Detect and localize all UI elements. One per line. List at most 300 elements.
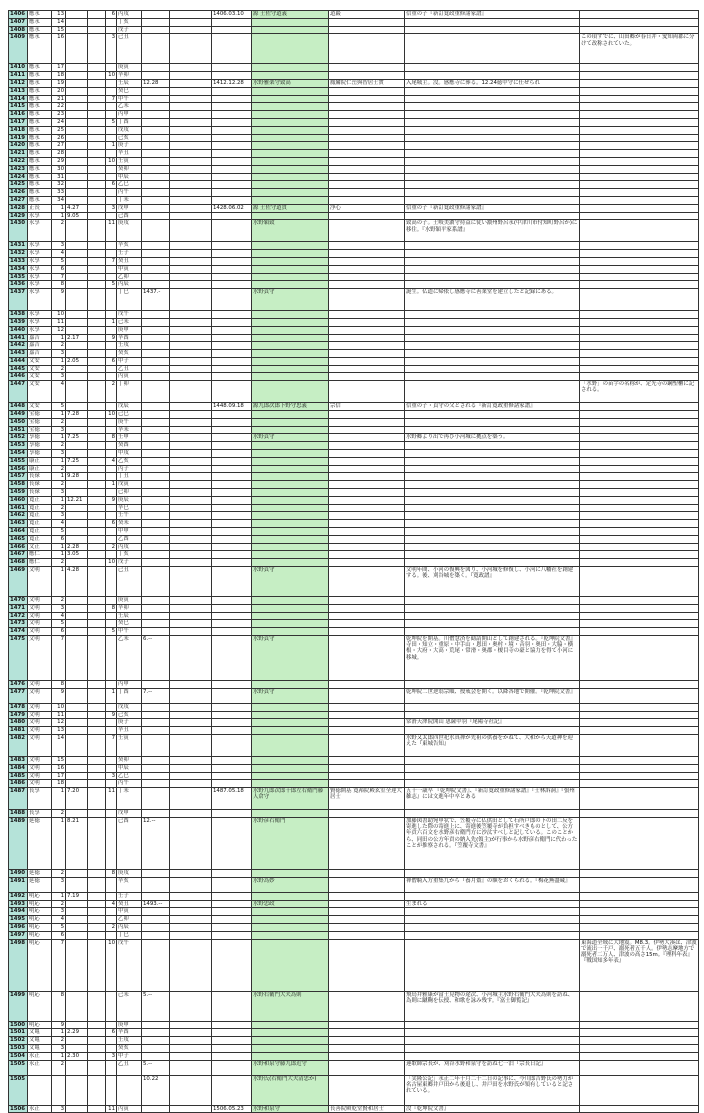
cell-d bbox=[88, 496, 106, 504]
cell-d bbox=[88, 688, 106, 703]
cell-blank bbox=[170, 257, 212, 265]
cell-c bbox=[142, 567, 170, 597]
cell-m bbox=[66, 126, 88, 134]
cell-c bbox=[142, 681, 170, 689]
cell-z: 丙寅 bbox=[117, 1105, 142, 1113]
cell-blank bbox=[170, 134, 212, 142]
cell-era: 應永 bbox=[28, 173, 52, 181]
cell-c bbox=[142, 1037, 170, 1045]
cell-m bbox=[66, 931, 88, 939]
cell-hm bbox=[329, 688, 405, 703]
cell-nt bbox=[580, 111, 699, 119]
cell-d bbox=[88, 628, 106, 636]
cell-d bbox=[88, 350, 106, 358]
cell-m bbox=[66, 780, 88, 788]
cell-blank bbox=[170, 126, 212, 134]
cell-d bbox=[88, 892, 106, 900]
cell-nt bbox=[580, 908, 699, 916]
cell-cd bbox=[212, 892, 252, 900]
cell-nm bbox=[252, 150, 329, 158]
cell-c bbox=[142, 242, 170, 250]
cell-y: 1455 bbox=[9, 457, 28, 465]
cell-cd bbox=[212, 481, 252, 489]
cell-n: 3 bbox=[52, 489, 66, 497]
cell-hm bbox=[329, 636, 405, 681]
cell-cd bbox=[212, 134, 252, 142]
cell-nm bbox=[252, 411, 329, 419]
cell-c bbox=[142, 157, 170, 165]
cell-blank bbox=[170, 204, 212, 212]
cell-n: 33 bbox=[52, 189, 66, 197]
cell-nt bbox=[580, 719, 699, 727]
cell-k: 3 bbox=[106, 34, 117, 64]
cell-n: 1 bbox=[52, 434, 66, 442]
cell-z: 戊午 bbox=[117, 311, 142, 319]
cell-k: 6 bbox=[106, 357, 117, 365]
cell-n: 3 bbox=[52, 512, 66, 520]
cell-d bbox=[88, 535, 106, 543]
cell-hm bbox=[329, 780, 405, 788]
cell-k: 8 bbox=[106, 604, 117, 612]
cell-m bbox=[66, 72, 88, 80]
cell-nm bbox=[252, 1044, 329, 1052]
cell-nm bbox=[252, 181, 329, 189]
cell-k: 10 bbox=[106, 72, 117, 80]
cell-era: 正長 bbox=[28, 204, 52, 212]
cell-c: 12.-- bbox=[142, 817, 170, 869]
table-row bbox=[9, 318, 699, 326]
cell-nm: 水野貞守 bbox=[252, 636, 329, 681]
cell-ev bbox=[405, 326, 580, 334]
cell-blank bbox=[170, 450, 212, 458]
cell-n: 2 bbox=[52, 810, 66, 818]
cell-y: 1442 bbox=[9, 342, 28, 350]
cell-nt bbox=[580, 134, 699, 142]
cell-z: 辛丑 bbox=[117, 150, 142, 158]
cell-cd bbox=[212, 311, 252, 319]
cell-blank bbox=[170, 196, 212, 204]
cell-n: 6 bbox=[52, 931, 66, 939]
cell-m bbox=[66, 403, 88, 411]
cell-cd bbox=[212, 165, 252, 173]
table-row bbox=[9, 628, 699, 636]
cell-nt bbox=[580, 900, 699, 908]
cell-n bbox=[52, 1075, 66, 1105]
cell-era: 文正 bbox=[28, 543, 52, 551]
cell-n: 1 bbox=[52, 1052, 66, 1060]
table-row bbox=[9, 181, 699, 189]
cell-d bbox=[88, 373, 106, 381]
cell-y: 1411 bbox=[9, 72, 28, 80]
cell-d bbox=[88, 489, 106, 497]
cell-era: 明応 bbox=[28, 892, 52, 900]
table-row bbox=[9, 442, 699, 450]
cell-m bbox=[66, 257, 88, 265]
cell-era: 享徳 bbox=[28, 434, 52, 442]
cell-ev bbox=[405, 620, 580, 628]
cell-blank bbox=[170, 900, 212, 908]
cell-d bbox=[88, 381, 106, 403]
table-row bbox=[9, 756, 699, 764]
cell-y: 1484 bbox=[9, 764, 28, 772]
cell-c bbox=[142, 543, 170, 551]
cell-era: 永享 bbox=[28, 212, 52, 220]
cell-era: 應永 bbox=[28, 34, 52, 64]
cell-z: 丙申 bbox=[117, 111, 142, 119]
cell-hm bbox=[329, 126, 405, 134]
cell-d bbox=[88, 126, 106, 134]
cell-blank bbox=[170, 273, 212, 281]
cell-y: 1423 bbox=[9, 165, 28, 173]
cell-k bbox=[106, 703, 117, 711]
cell-m bbox=[66, 559, 88, 567]
cell-nt bbox=[580, 512, 699, 520]
cell-d bbox=[88, 157, 106, 165]
cell-nt bbox=[580, 204, 699, 212]
cell-m: 2.30 bbox=[66, 1052, 88, 1060]
cell-k bbox=[106, 342, 117, 350]
cell-nm bbox=[252, 597, 329, 605]
table-row bbox=[9, 373, 699, 381]
cell-y: 1439 bbox=[9, 318, 28, 326]
cell-era: 康正 bbox=[28, 465, 52, 473]
cell-cd bbox=[212, 157, 252, 165]
cell-cd bbox=[212, 450, 252, 458]
cell-cd bbox=[212, 908, 252, 916]
cell-nm bbox=[252, 1021, 329, 1029]
cell-m: 7.19 bbox=[66, 892, 88, 900]
cell-z: 丙辰 bbox=[117, 923, 142, 931]
cell-c bbox=[142, 34, 170, 64]
cell-n: 13 bbox=[52, 727, 66, 735]
cell-era: 文明 bbox=[28, 734, 52, 756]
cell-k: 8 bbox=[106, 869, 117, 877]
cell-nm bbox=[252, 772, 329, 780]
cell-z: 戊辰 bbox=[117, 403, 142, 411]
cell-nm bbox=[252, 604, 329, 612]
cell-z: 丙戌 bbox=[117, 11, 142, 19]
cell-c bbox=[142, 772, 170, 780]
cell-nt bbox=[580, 95, 699, 103]
cell-nm bbox=[252, 628, 329, 636]
cell-d bbox=[88, 756, 106, 764]
cell-hm bbox=[329, 1021, 405, 1029]
cell-c bbox=[142, 764, 170, 772]
cell-nt bbox=[580, 196, 699, 204]
cell-era: 永享 bbox=[28, 281, 52, 289]
cell-c bbox=[142, 411, 170, 419]
cell-ev: 飛鳥井雅康が富士見物の途次、小河城主水野右衛門大夫為則を訪ね、為則に蹴鞠を伝授、和歌を詠み残す。『富士御覧記』 bbox=[405, 991, 580, 1021]
cell-nt bbox=[580, 481, 699, 489]
cell-c bbox=[142, 496, 170, 504]
cell-era: 明応 bbox=[28, 931, 52, 939]
cell-c bbox=[142, 150, 170, 158]
table-row bbox=[9, 450, 699, 458]
table-row bbox=[9, 64, 699, 72]
cell-m bbox=[66, 727, 88, 735]
cell-d bbox=[88, 34, 106, 64]
cell-ev bbox=[405, 489, 580, 497]
cell-era: 永享 bbox=[28, 257, 52, 265]
table-row bbox=[9, 869, 699, 877]
cell-blank bbox=[170, 727, 212, 735]
cell-m bbox=[66, 869, 88, 877]
cell-ev: 禅僧騎入方重集九から『養月齋』の額をおくられる。『梅花無盡蔵』 bbox=[405, 877, 580, 892]
cell-ev: 「実隆公記」永正二年十月二十二日の記事に、今川郎吉野氏の勢力が名古屋東郷井戸田から後退し、井戸田を水野氏が領有していると記されている。 bbox=[405, 1075, 580, 1105]
cell-d bbox=[88, 450, 106, 458]
cell-k bbox=[106, 473, 117, 481]
cell-ev: 致高の子。土岐美濃守持益に従い濃州野呂永(中津川市付知町野呂か)に移住。『水野穎平家系譜』 bbox=[405, 220, 580, 242]
cell-hm bbox=[329, 34, 405, 64]
cell-k: 7 bbox=[106, 257, 117, 265]
cell-c bbox=[142, 134, 170, 142]
cell-hm bbox=[329, 931, 405, 939]
cell-hm bbox=[329, 481, 405, 489]
cell-n: 26 bbox=[52, 134, 66, 142]
cell-z: 甲寅 bbox=[117, 908, 142, 916]
cell-y: 1506 bbox=[9, 1105, 28, 1113]
cell-k bbox=[106, 26, 117, 34]
cell-k bbox=[106, 612, 117, 620]
cell-c bbox=[142, 273, 170, 281]
cell-n: 2 bbox=[52, 559, 66, 567]
table-row bbox=[9, 18, 699, 26]
cell-nm bbox=[252, 189, 329, 197]
cell-c bbox=[142, 620, 170, 628]
cell-y: 1492 bbox=[9, 892, 28, 900]
cell-d bbox=[88, 481, 106, 489]
cell-nt bbox=[580, 528, 699, 536]
cell-nm bbox=[252, 64, 329, 72]
cell-blank bbox=[170, 418, 212, 426]
cell-nt bbox=[580, 991, 699, 1021]
cell-era: 應仁 bbox=[28, 559, 52, 567]
cell-c bbox=[142, 559, 170, 567]
cell-n: 9 bbox=[52, 289, 66, 311]
cell-nt bbox=[580, 373, 699, 381]
cell-ev bbox=[405, 103, 580, 111]
cell-n: 1 bbox=[52, 212, 66, 220]
cell-z: 戊申 bbox=[117, 204, 142, 212]
cell-z: 己亥 bbox=[117, 134, 142, 142]
cell-blank bbox=[170, 877, 212, 892]
cell-cd bbox=[212, 711, 252, 719]
cell-hm bbox=[329, 1029, 405, 1037]
cell-blank bbox=[170, 473, 212, 481]
cell-cd: 1506.05.23 bbox=[212, 1105, 252, 1113]
cell-m bbox=[66, 908, 88, 916]
cell-cd bbox=[212, 95, 252, 103]
cell-d bbox=[88, 931, 106, 939]
cell-d bbox=[88, 681, 106, 689]
cell-hm bbox=[329, 289, 405, 311]
cell-d bbox=[88, 257, 106, 265]
cell-d bbox=[88, 434, 106, 442]
cell-y: 1494 bbox=[9, 908, 28, 916]
cell-y: 1407 bbox=[9, 18, 28, 26]
cell-ev bbox=[405, 318, 580, 326]
cell-m bbox=[66, 273, 88, 281]
cell-n: 20 bbox=[52, 87, 66, 95]
cell-nm bbox=[252, 535, 329, 543]
cell-y: 1446 bbox=[9, 373, 28, 381]
table-row bbox=[9, 326, 699, 334]
table-row bbox=[9, 991, 699, 1021]
cell-z: 辛卯 bbox=[117, 604, 142, 612]
cell-hm: 鳳鸞院仁岳與智居士實 bbox=[329, 79, 405, 87]
cell-z: 戊申 bbox=[117, 810, 142, 818]
cell-y: 1456 bbox=[9, 465, 28, 473]
cell-nm bbox=[252, 311, 329, 319]
cell-blank bbox=[170, 780, 212, 788]
cell-hm bbox=[329, 727, 405, 735]
cell-cd bbox=[212, 334, 252, 342]
cell-n: 7 bbox=[52, 636, 66, 681]
cell-m bbox=[66, 181, 88, 189]
cell-era: 文明 bbox=[28, 620, 52, 628]
cell-k bbox=[106, 1075, 117, 1105]
table-row bbox=[9, 520, 699, 528]
cell-blank bbox=[170, 489, 212, 497]
cell-ev bbox=[405, 165, 580, 173]
chronology-sheet bbox=[8, 10, 698, 1112]
cell-y: 1502 bbox=[9, 1037, 28, 1045]
cell-cd bbox=[212, 357, 252, 365]
table-row bbox=[9, 734, 699, 756]
cell-k bbox=[106, 273, 117, 281]
cell-n: 2 bbox=[52, 465, 66, 473]
cell-blank bbox=[170, 772, 212, 780]
cell-era: 應永 bbox=[28, 11, 52, 19]
cell-m bbox=[66, 173, 88, 181]
cell-blank bbox=[170, 250, 212, 258]
cell-blank bbox=[170, 365, 212, 373]
cell-ev bbox=[405, 334, 580, 342]
cell-era: 應永 bbox=[28, 118, 52, 126]
cell-y: 1444 bbox=[9, 357, 28, 365]
cell-blank bbox=[170, 181, 212, 189]
cell-cd: 1487.05.18 bbox=[212, 788, 252, 810]
cell-blank bbox=[170, 939, 212, 991]
cell-d bbox=[88, 764, 106, 772]
cell-hm bbox=[329, 764, 405, 772]
cell-nt bbox=[580, 165, 699, 173]
cell-d bbox=[88, 103, 106, 111]
cell-c bbox=[142, 442, 170, 450]
cell-k bbox=[106, 535, 117, 543]
table-row bbox=[9, 719, 699, 727]
cell-d bbox=[88, 134, 106, 142]
cell-k: 1 bbox=[106, 142, 117, 150]
cell-era: 嘉吉 bbox=[28, 342, 52, 350]
cell-m bbox=[66, 150, 88, 158]
cell-ev bbox=[405, 939, 580, 991]
cell-z: 甲午 bbox=[117, 628, 142, 636]
cell-blank bbox=[170, 434, 212, 442]
cell-k: 10 bbox=[106, 411, 117, 419]
cell-k bbox=[106, 289, 117, 311]
cell-era: 應永 bbox=[28, 18, 52, 26]
cell-cd bbox=[212, 772, 252, 780]
cell-cd bbox=[212, 72, 252, 80]
cell-d bbox=[88, 810, 106, 818]
cell-nm bbox=[252, 350, 329, 358]
cell-z: 己巳 bbox=[117, 411, 142, 419]
cell-n: 32 bbox=[52, 181, 66, 189]
cell-ev bbox=[405, 250, 580, 258]
cell-m: 2.28 bbox=[66, 543, 88, 551]
cell-nm: 源 土佐守道義 bbox=[252, 11, 329, 19]
cell-d bbox=[88, 426, 106, 434]
cell-nt bbox=[580, 265, 699, 273]
cell-blank bbox=[170, 11, 212, 19]
cell-blank bbox=[170, 543, 212, 551]
cell-y: 1503 bbox=[9, 1044, 28, 1052]
cell-c bbox=[142, 877, 170, 892]
cell-m: 2.29 bbox=[66, 1029, 88, 1037]
cell-cd bbox=[212, 923, 252, 931]
cell-cd bbox=[212, 628, 252, 636]
cell-nm bbox=[252, 87, 329, 95]
cell-hm bbox=[329, 95, 405, 103]
cell-blank bbox=[170, 931, 212, 939]
cell-nm bbox=[252, 342, 329, 350]
table-row bbox=[9, 103, 699, 111]
cell-n: 5 bbox=[52, 257, 66, 265]
cell-m: 7.25 bbox=[66, 434, 88, 442]
cell-m bbox=[66, 1105, 88, 1113]
cell-d bbox=[88, 727, 106, 735]
cell-c: 5.-- bbox=[142, 991, 170, 1021]
cell-era: 康正 bbox=[28, 457, 52, 465]
table-row bbox=[9, 403, 699, 411]
cell-d bbox=[88, 311, 106, 319]
cell-nm bbox=[252, 326, 329, 334]
cell-k: 10 bbox=[106, 559, 117, 567]
cell-m bbox=[66, 764, 88, 772]
cell-z: 辛酉 bbox=[117, 1029, 142, 1037]
cell-cd bbox=[212, 719, 252, 727]
cell-c bbox=[142, 381, 170, 403]
cell-cd bbox=[212, 489, 252, 497]
cell-ev: 連歌師宗長が、刈谷水野和泉守を訪ね七一泊『宗長日記』 bbox=[405, 1060, 580, 1075]
cell-hm bbox=[329, 326, 405, 334]
cell-nm bbox=[252, 250, 329, 258]
cell-m bbox=[66, 465, 88, 473]
table-row bbox=[9, 772, 699, 780]
table-row bbox=[9, 528, 699, 536]
table-row bbox=[9, 567, 699, 597]
table-row bbox=[9, 381, 699, 403]
cell-ev bbox=[405, 496, 580, 504]
cell-c bbox=[142, 181, 170, 189]
cell-m: 7.25 bbox=[66, 457, 88, 465]
table-row bbox=[9, 165, 699, 173]
cell-y: 1476 bbox=[9, 681, 28, 689]
cell-n: 1 bbox=[52, 817, 66, 869]
cell-k bbox=[106, 212, 117, 220]
cell-nt bbox=[580, 604, 699, 612]
cell-nt bbox=[580, 357, 699, 365]
cell-d bbox=[88, 780, 106, 788]
cell-nm bbox=[252, 165, 329, 173]
cell-blank bbox=[170, 512, 212, 520]
cell-cd bbox=[212, 434, 252, 442]
cell-ev bbox=[405, 681, 580, 689]
cell-k bbox=[106, 528, 117, 536]
table-row bbox=[9, 1021, 699, 1029]
cell-z: 戊子 bbox=[117, 559, 142, 567]
